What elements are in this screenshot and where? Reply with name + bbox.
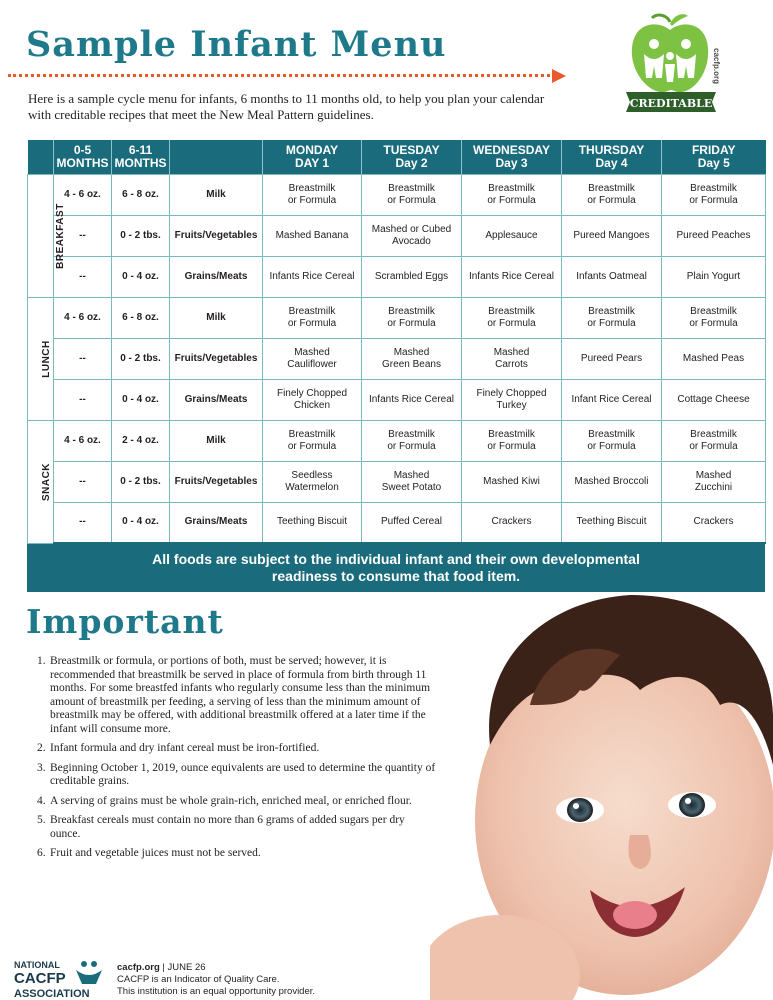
menu-cell: Breastmilk or Formula bbox=[362, 297, 462, 338]
header-type bbox=[170, 140, 263, 174]
amount-cell: 0 - 2 tbs. bbox=[112, 215, 170, 256]
menu-cell: Cottage Cheese bbox=[662, 379, 766, 420]
amount-cell: 4 - 6 oz. bbox=[54, 297, 112, 338]
menu-cell: Breastmilk or Formula bbox=[263, 174, 362, 215]
menu-cell: Breastmilk or Formula bbox=[362, 420, 462, 461]
menu-cell: Mashed Cauliflower bbox=[263, 338, 362, 379]
menu-cell: Finely Chopped Chicken bbox=[263, 379, 362, 420]
important-heading: Important bbox=[26, 602, 224, 641]
menu-cell: Pureed Mangoes bbox=[562, 215, 662, 256]
section-lunch bbox=[28, 297, 54, 420]
list-item: 2. Infant formula and dry infant cereal must be iron-fortified. bbox=[37, 742, 437, 756]
list-item: 4. A serving of grains must be whole grain-rich, enriched meal, or enriched flour. bbox=[37, 795, 437, 809]
table-row bbox=[28, 256, 766, 297]
org-site: cacfp.org bbox=[117, 962, 160, 973]
org-date: | JUNE 26 bbox=[162, 962, 206, 973]
menu-cell: Breastmilk or Formula bbox=[662, 420, 766, 461]
menu-cell: Breastmilk or Formula bbox=[263, 420, 362, 461]
menu-cell: Finely Chopped Turkey bbox=[462, 379, 562, 420]
table-row bbox=[28, 379, 766, 420]
list-item-text: A serving of grains must be whole grain-rich, enriched meal, or enriched flour. bbox=[50, 794, 412, 807]
amount-cell: 0 - 4 oz. bbox=[112, 502, 170, 543]
menu-cell: Mashed or Cubed Avocado bbox=[362, 215, 462, 256]
list-item: 1. Breastmilk or formula, or portions of both, must be served; however, it is recommended that breastmilk be served in place of formula from birth through 11 months. For some breastfed infants who regularly consume less than the minimum amount of breastmilk per feeding, a serving of less than the minimum amount of breastmilk may be offered, with additional breastmilk offered at a later time if the infant will consume more. bbox=[37, 655, 437, 736]
amount-cell: 0 - 2 tbs. bbox=[112, 338, 170, 379]
list-item: 5. Breakfast cereals must contain no more than 6 grams of added sugars per dry ounce. bbox=[37, 814, 437, 841]
table-row bbox=[28, 502, 766, 543]
menu-cell: Infants Rice Cereal bbox=[462, 256, 562, 297]
menu-cell: Breastmilk or Formula bbox=[263, 297, 362, 338]
menu-cell: Infants Oatmeal bbox=[562, 256, 662, 297]
section-label: BREAKFAST bbox=[54, 202, 66, 269]
menu-cell: Breastmilk or Formula bbox=[562, 297, 662, 338]
table-footer-note: All foods are subject to the individual infant and their own developmental readiness to consume that food item. bbox=[27, 544, 765, 592]
food-type-cell: Fruits/Vegetables bbox=[170, 215, 263, 256]
page-title: Sample Infant Menu bbox=[26, 24, 447, 65]
menu-cell: Mashed Banana bbox=[263, 215, 362, 256]
header-spacer bbox=[28, 140, 54, 174]
menu-cell: Teething Biscuit bbox=[562, 502, 662, 543]
header-age-0-5: 0-5 MONTHS bbox=[54, 140, 112, 174]
menu-cell: Mashed Green Beans bbox=[362, 338, 462, 379]
menu-cell: Pureed Pears bbox=[562, 338, 662, 379]
header-day-5: FRIDAY Day 5 bbox=[662, 140, 766, 174]
amount-cell: 6 - 8 oz. bbox=[112, 174, 170, 215]
amount-cell: 0 - 4 oz. bbox=[112, 256, 170, 297]
amount-cell: -- bbox=[54, 379, 112, 420]
org-line-3: ASSOCIATION bbox=[14, 988, 90, 1000]
menu-cell: Infant Rice Cereal bbox=[562, 379, 662, 420]
menu-cell: Mashed Peas bbox=[662, 338, 766, 379]
amount-cell: 4 - 6 oz. bbox=[54, 420, 112, 461]
menu-cell: Breastmilk or Formula bbox=[362, 174, 462, 215]
table-row bbox=[28, 420, 766, 461]
logo-url: cacfp.org bbox=[712, 48, 721, 85]
amount-cell: 0 - 2 tbs. bbox=[112, 461, 170, 502]
creditable-logo bbox=[618, 8, 724, 114]
section-breakfast bbox=[28, 174, 66, 297]
header-day-1: MONDAY DAY 1 bbox=[263, 140, 362, 174]
table-row bbox=[28, 338, 766, 379]
food-type-cell: Grains/Meats bbox=[170, 502, 263, 543]
menu-table bbox=[27, 140, 765, 544]
section-label: SNACK bbox=[41, 462, 53, 501]
menu-cell: Breastmilk or Formula bbox=[462, 174, 562, 215]
header-day-2: TUESDAY Day 2 bbox=[362, 140, 462, 174]
logo-badge: CREDITABLE bbox=[629, 97, 713, 110]
menu-cell: Breastmilk or Formula bbox=[662, 174, 766, 215]
menu-cell: Teething Biscuit bbox=[263, 502, 362, 543]
menu-cell: Crackers bbox=[462, 502, 562, 543]
amount-cell: -- bbox=[54, 461, 112, 502]
menu-cell: Breastmilk or Formula bbox=[562, 174, 662, 215]
list-item-text: Infant formula and dry infant cereal must be iron-fortified. bbox=[50, 742, 320, 754]
list-item: 6. Fruit and vegetable juices must not be served. bbox=[37, 847, 437, 861]
important-list bbox=[37, 655, 437, 867]
amount-cell: 6 - 8 oz. bbox=[112, 297, 170, 338]
org-info bbox=[117, 962, 315, 998]
menu-cell: Infants Rice Cereal bbox=[263, 256, 362, 297]
menu-cell: Breastmilk or Formula bbox=[562, 420, 662, 461]
menu-cell: Breastmilk or Formula bbox=[662, 297, 766, 338]
food-type-cell: Fruits/Vegetables bbox=[170, 338, 263, 379]
menu-cell: Infants Rice Cereal bbox=[362, 379, 462, 420]
list-item: 3. Beginning October 1, 2019, ounce equivalents are used to determine the quantity of creditable grains. bbox=[37, 761, 436, 787]
menu-cell: Mashed Kiwi bbox=[462, 461, 562, 502]
list-item-text: Breakfast cereals must contain no more than 6 grams of added sugars per dry ounce. bbox=[50, 814, 405, 840]
menu-cell: Mashed Sweet Potato bbox=[362, 461, 462, 502]
baby-photo bbox=[430, 595, 773, 1000]
menu-cell: Pureed Peaches bbox=[662, 215, 766, 256]
amount-cell: -- bbox=[54, 338, 112, 379]
menu-cell: Puffed Cereal bbox=[362, 502, 462, 543]
section-label: LUNCH bbox=[40, 339, 52, 378]
list-item-text: Beginning October 1, 2019, ounce equivalents are used to determine the quantity of creditable grains. bbox=[50, 761, 436, 787]
menu-cell: Breastmilk or Formula bbox=[462, 420, 562, 461]
menu-cell: Breastmilk or Formula bbox=[462, 297, 562, 338]
food-type-cell: Grains/Meats bbox=[170, 379, 263, 420]
food-type-cell: Milk bbox=[170, 174, 263, 215]
food-type-cell: Grains/Meats bbox=[170, 256, 263, 297]
menu-cell: Mashed Zucchini bbox=[662, 461, 766, 502]
menu-cell: Seedless Watermelon bbox=[263, 461, 362, 502]
intro-text: Here is a sample cycle menu for infants, 6 months to 11 months old, to help you plan your calendar with creditable recipes that meet the New Meal Pattern guidelines. bbox=[28, 91, 545, 122]
header-day-4: THURSDAY Day 4 bbox=[562, 140, 662, 174]
menu-cell: Plain Yogurt bbox=[662, 256, 766, 297]
dotted-divider bbox=[8, 74, 556, 77]
menu-cell: Crackers bbox=[662, 502, 766, 543]
org-line-2: CACFP bbox=[14, 970, 66, 987]
amount-cell: -- bbox=[54, 215, 112, 256]
header-age-6-11: 6-11 MONTHS bbox=[112, 140, 170, 174]
amount-cell: -- bbox=[54, 502, 112, 543]
org-line2: CACFP is an Indicator of Quality Care. bbox=[117, 974, 280, 985]
list-item-text: Breastmilk or formula, or portions of both, must be served; however, it is recommended that breastmilk be served in place of formula from birth through 11 months. For some breastfed infants who regularly consume less than the minimum amount of breastmilk per feeding, a serving of less than the minimum amount of breastmilk may be offered, with additional breastmilk offered at a later time if the infant will consume more. bbox=[50, 655, 431, 735]
list-item-text: Fruit and vegetable juices must not be served. bbox=[50, 847, 261, 859]
table-row bbox=[28, 461, 766, 502]
people-icon bbox=[76, 961, 102, 984]
menu-cell: Applesauce bbox=[462, 215, 562, 256]
national-cacfp-association-logo bbox=[14, 958, 106, 1000]
org-line-1: NATIONAL bbox=[14, 960, 60, 970]
food-type-cell: Fruits/Vegetables bbox=[170, 461, 263, 502]
table-row bbox=[28, 215, 766, 256]
arrow-icon bbox=[552, 69, 566, 83]
menu-cell: Mashed Broccoli bbox=[562, 461, 662, 502]
amount-cell: -- bbox=[54, 256, 112, 297]
menu-cell: Mashed Carrots bbox=[462, 338, 562, 379]
food-type-cell: Milk bbox=[170, 420, 263, 461]
food-type-cell: Milk bbox=[170, 297, 263, 338]
menu-cell: Scrambled Eggs bbox=[362, 256, 462, 297]
section-snack bbox=[28, 420, 54, 543]
table-row bbox=[28, 174, 766, 215]
amount-cell: 2 - 4 oz. bbox=[112, 420, 170, 461]
amount-cell: 0 - 4 oz. bbox=[112, 379, 170, 420]
amount-cell: 4 - 6 oz. bbox=[54, 174, 112, 215]
org-line3: This institution is an equal opportunity provider. bbox=[117, 986, 316, 997]
table-row bbox=[28, 297, 766, 338]
header-day-3: WEDNESDAY Day 3 bbox=[462, 140, 562, 174]
